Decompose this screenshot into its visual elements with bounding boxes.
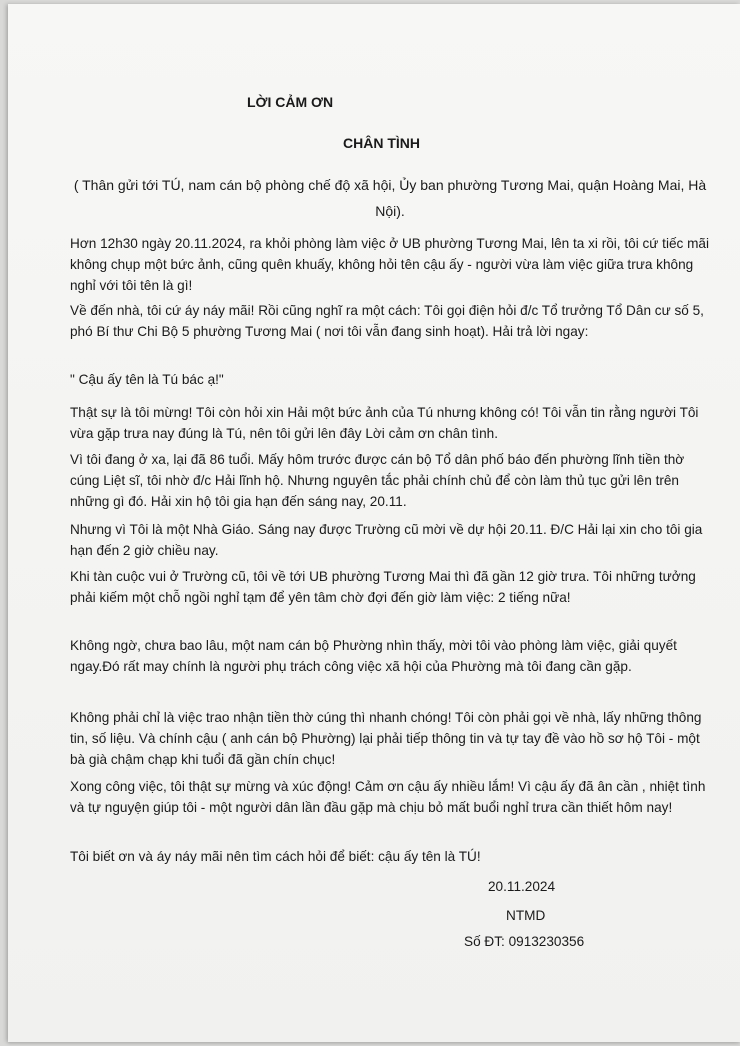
paragraph-5: Nhưng vì Tôi là một Nhà Giáo. Sáng nay được Trường cũ mời về dự hội 20.11. Đ/C Hải lại xin cho tôi gia hạn đến 2 giờ chiều nay. [70,522,703,558]
dedication: ( Thân gửi tới TÚ, nam cán bộ phòng chế độ xã hội, Ủy ban phường Tương Mai, quận Hoàng Mai, Hà Nội). [73,177,707,219]
paragraph-10: Tôi biết ơn và áy náy mãi nên tìm cách hỏi để biết: cậu ấy tên là TÚ! [70,849,481,864]
paragraph-1: Hơn 12h30 ngày 20.11.2024, ra khỏi phòng làm việc ở UB phường Tương Mai, lên ta xi rồi, tôi cứ tiếc mãi không chụp một bức ảnh, cũng quên khuấy, không hỏi tên cậu ấy - người vừa làm việc giữa trưa không nghỉ với tôi tên là gì! [70,236,710,293]
signature-date: 20.11.2024 [488,879,556,894]
title-line-1: LỜI CẢM ƠN [247,94,334,110]
paragraph-2: Về đến nhà, tôi cứ áy náy mãi! Rồi cũng nghĩ ra một cách: Tôi gọi điện hỏi đ/c Tổ trưởng Tổ Dân cư số 5, phó Bí thư Chi Bộ 5 phường Tương Mai ( nơi tôi vẫn đang sinh hoạt). Hải trả lời ngay: [70,303,704,339]
signature-name: NTMD [506,908,546,923]
paragraph-9: Xong công việc, tôi thật sự mừng và xúc động! Cảm ơn cậu ấy nhiều lắm! Vì cậu ấy đã ân cần , nhiệt tình và tự nguyện giúp tôi - một người dân lần đầu gặp mà chịu bỏ mất buổi nghỉ trưa cần thiết hôm nay! [70,779,706,815]
paragraph-7: Không ngờ, chưa bao lâu, một nam cán bộ Phường nhìn thấy, mời tôi vào phòng làm việc, giải quyết ngay.Đó rất may chính là người phụ trách công việc xã hội của Phường mà tôi đang cần gặp. [70,638,677,674]
paragraph-6: Khi tàn cuộc vui ở Trường cũ, tôi về tới UB phường Tương Mai thì đã gần 12 giờ trưa. Tôi những tưởng phải kiếm một chỗ ngồi nghỉ tạm để yên tâm chờ đợi đến giờ làm việc: 2 tiếng nữa! [70,569,696,605]
paragraph-8: Không phải chỉ là việc trao nhận tiền thờ cúng thì nhanh chóng! Tôi còn phải gọi về nhà, lấy những thông tin, số liệu. Và chính cậu ( anh cán bộ Phường) lại phải tiếp thông tin và tự tay đề vào hồ sơ hộ Tôi - một bà già chậm chạp khi tuổi đã gần chín chục! [70,710,702,767]
title-line-2: CHÂN TÌNH [343,135,420,151]
paragraph-3: Thật sự là tôi mừng! Tôi còn hỏi xin Hải một bức ảnh của Tú nhưng không có! Tôi vẫn tin rằng người Tôi vừa gặp trưa nay đúng là Tú, nên tôi gửi lên đây Lời cảm ơn chân tình. [70,405,699,441]
signature-phone: Số ĐT: 0913230356 [464,934,585,949]
paragraph-quote: " Cậu ấy tên là Tú bác ạ!" [70,372,224,387]
paragraph-4: Vì tôi đang ở xa, lại đã 86 tuổi. Mấy hôm trước được cán bộ Tổ dân phố báo đến phường lĩnh tiền thờ cúng Liệt sĩ, tôi nhờ đ/c Hải lĩnh hộ. Nhưng nguyên tắc phải chính chủ để còn làm thủ tục gửi lên trên những gì đó. Hải xin hộ tôi gia hạn đến sáng nay, 20.11. [70,452,685,509]
